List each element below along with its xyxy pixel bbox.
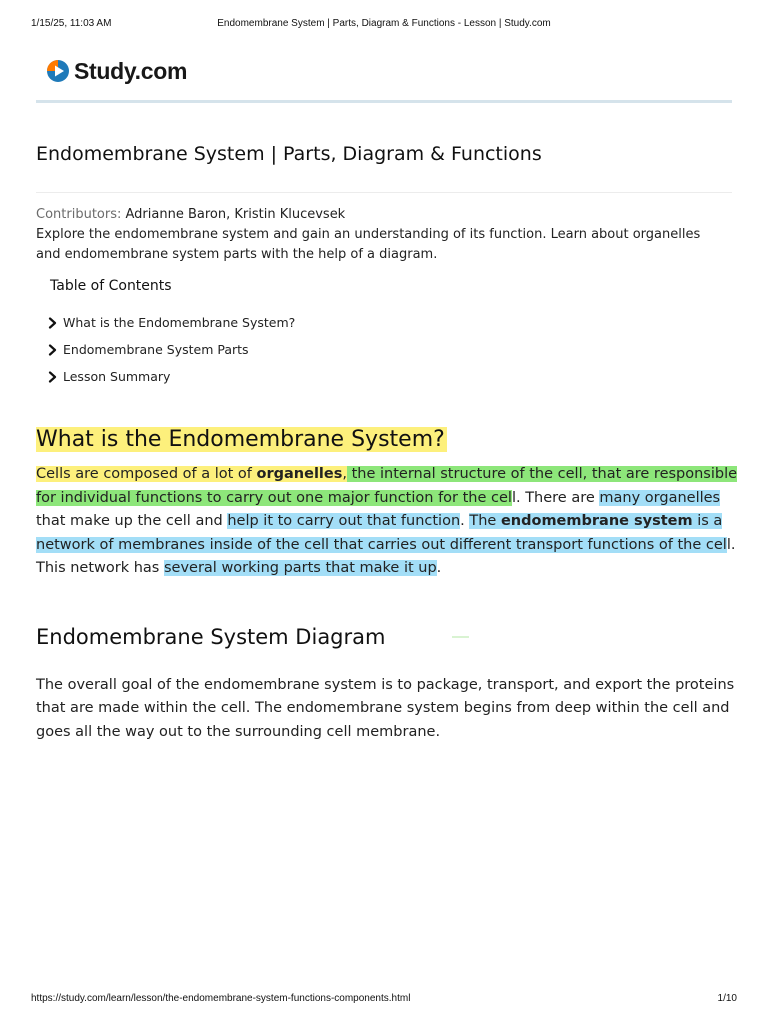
chevron-right-icon [48, 317, 57, 329]
highlight-blue: several working parts that make it up [163, 560, 437, 576]
plain-text: . [436, 560, 442, 576]
highlight-yellow: , [342, 466, 347, 482]
contributors [36, 206, 345, 224]
toc-item-parts[interactable] [48, 336, 368, 363]
toc-item-what-is[interactable] [48, 309, 368, 336]
study-com-play-logo-icon [46, 59, 70, 83]
header-divider [36, 100, 732, 103]
highlight-mark [452, 636, 469, 638]
contributor-names: Adrianne Baron, Kristin Klucevsek [125, 207, 346, 222]
contributors-label: Contributors: [36, 207, 122, 222]
highlight-yellow: Cells are composed of a lot of [36, 466, 257, 482]
highlight-yellow-bold: organelles [256, 466, 343, 482]
section-paragraph [36, 463, 741, 581]
plain-text: that make up the cell and [36, 513, 228, 529]
plain-text: l. There are [511, 489, 600, 506]
chevron-right-icon [48, 371, 57, 383]
print-datetime: 1/15/25, 11:03 AM [31, 18, 112, 29]
highlight-blue: is a network of membranes inside of the cell that carries out different transport functions of the cel [36, 513, 727, 553]
table-of-contents [50, 276, 296, 384]
highlight-blue: many organelles [599, 489, 721, 506]
toc-title: Table of Contents [50, 278, 172, 294]
toc-list [48, 309, 368, 390]
section-heading-diagram: Endomembrane System Diagram [36, 625, 386, 649]
toc-item-summary[interactable] [48, 363, 368, 390]
toc-item-label: Lesson Summary [63, 369, 171, 384]
page-number: 1/10 [717, 993, 737, 1004]
highlight-blue: The [469, 513, 501, 529]
highlight-blue-bold: endomembrane system [500, 513, 693, 529]
article-description: Explore the endomembrane system and gain an understanding of its function. Learn about organelles and endomembrane system parts with the help of a diagram. [36, 227, 701, 262]
chevron-right-icon [48, 344, 57, 356]
section-heading-what-is [36, 425, 447, 455]
plain-text: . [460, 513, 470, 529]
study-com-logo[interactable] [46, 58, 187, 84]
toc-item-label: Endomembrane System Parts [63, 342, 249, 357]
print-header [31, 18, 737, 32]
print-footer [31, 993, 737, 1007]
article-title: Endomembrane System | Parts, Diagram & Functions [36, 143, 542, 165]
plain-text: l. This network has [36, 536, 736, 576]
print-page-title: Endomembrane System | Parts, Diagram & Functions - Lesson | Study.com [217, 18, 551, 29]
title-divider [36, 192, 732, 193]
toc-item-label: What is the Endomembrane System? [63, 315, 296, 330]
highlight-green: the internal structure of the cell, that are responsible for individual functions to carry out one major function for the cel [36, 466, 738, 506]
highlight-blue: help it to carry out that function [227, 513, 461, 529]
logo-text: Study.com [74, 57, 188, 84]
heading-highlight: What is the Endomembrane System? [36, 427, 445, 452]
section-paragraph-diagram: The overall goal of the endomembrane system is to package, transport, and export the proteins that are made within the cell. The endomembrane system begins from deep within the cell and goes all the way out to the surrounding cell membrane. [36, 677, 735, 740]
page-url: https://study.com/learn/lesson/the-endomembrane-system-functions-components.html [31, 993, 411, 1004]
